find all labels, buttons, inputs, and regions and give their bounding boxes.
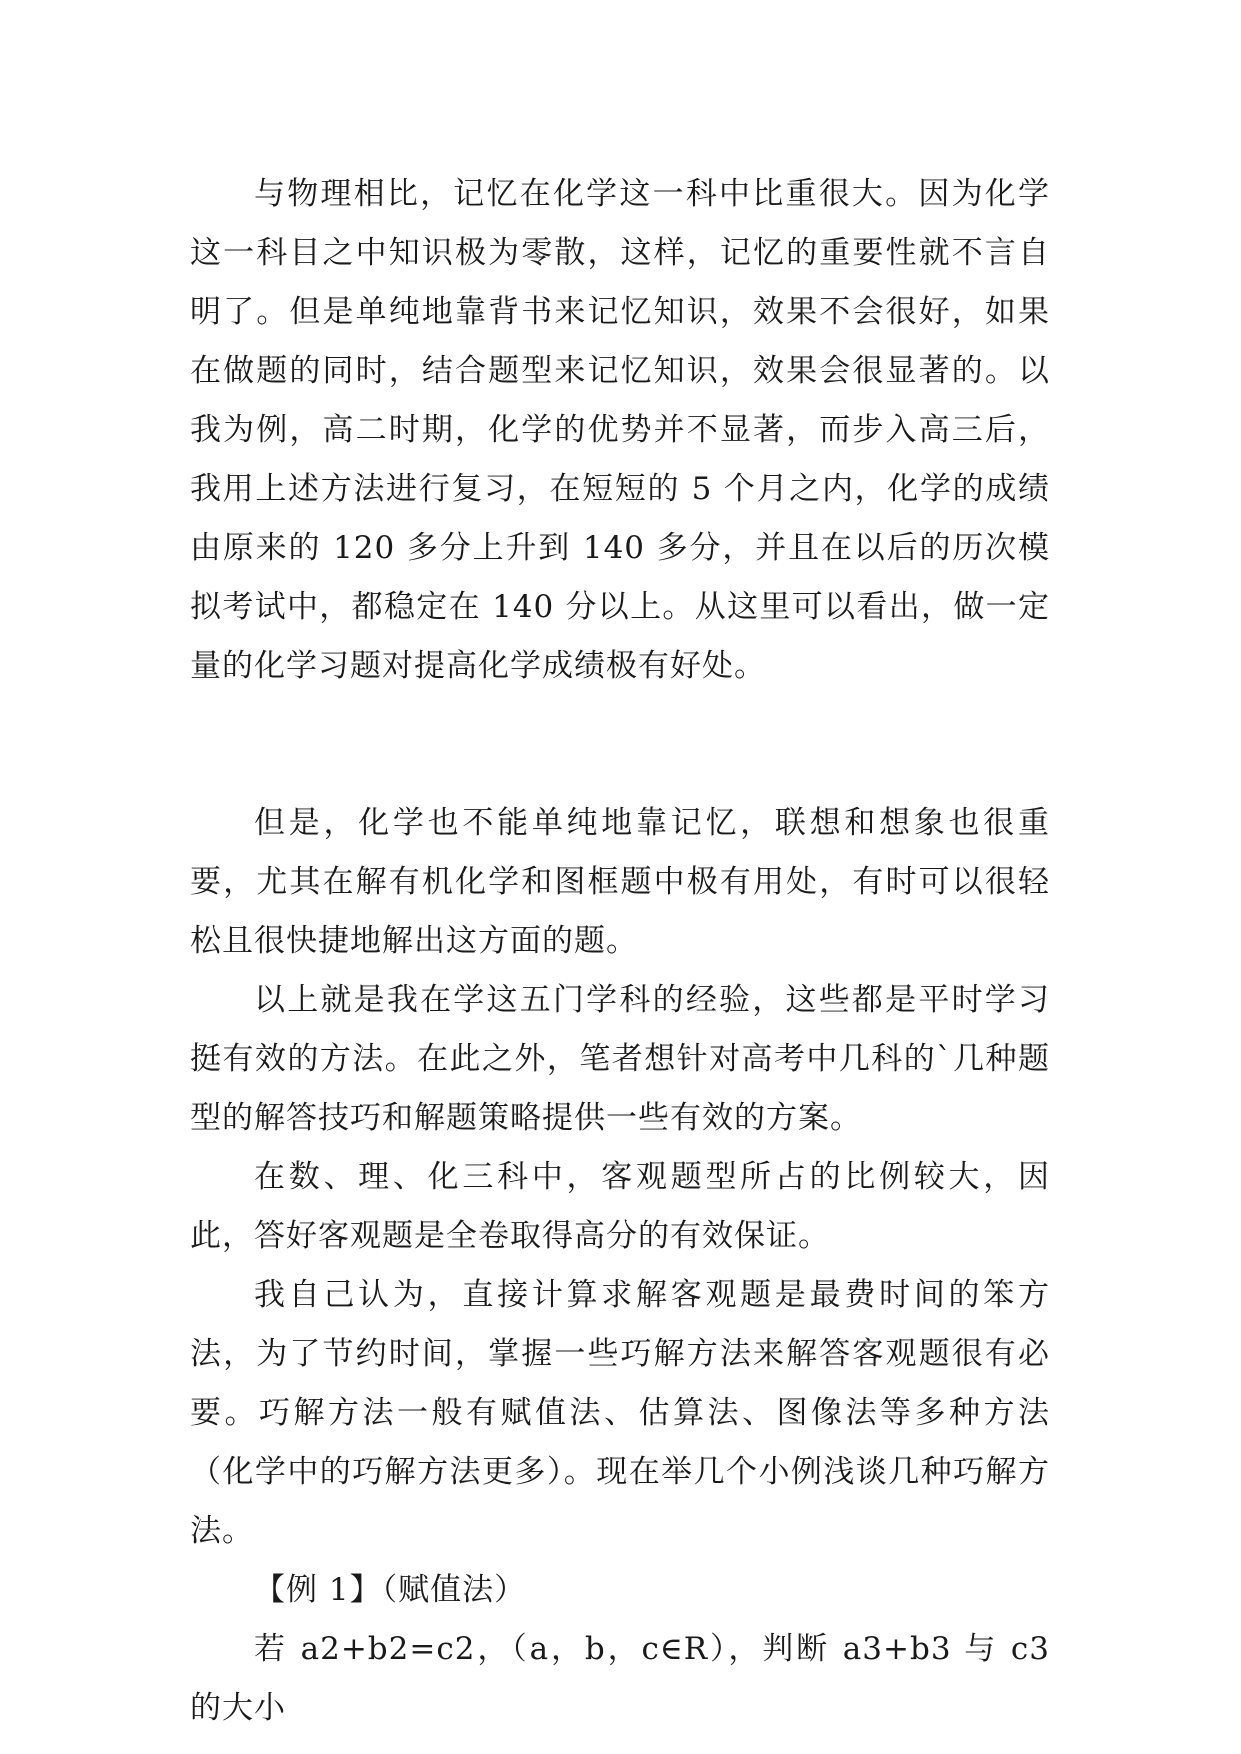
document-page (190, 165, 1050, 1738)
paragraph-chemistry-memory: 与物理相比，记忆在化学这一科中比重很大。因为化学这一科目之中知识极为零散，这样，记忆的重要性就不言自明了。但是单纯地靠背书来记忆知识，效果不会很好，如果在做题的同时，结合题型来记忆知识，效果会很显著的。以我为例，高二时期，化学的优势并不显著，而步入高三后，我用上述方法进行复习，在短短的 5 个月之内，化学的成绩由原来的 120 多分上升到 140 多分，并且在以后的历次模拟考试中，都稳定在 140 分以上。从这里可以看出，做一定量的化学习题对提高化学成绩极有好处。 (190, 176, 1050, 684)
example-problem-statement: 若 a2+b2=c2，（a，b，c∈R），判断 a3+b3 与 c3 的大小 (190, 1631, 1050, 1726)
paragraph-quick-solving-methods: 我自己认为，直接计算求解客观题是最费时间的笨方法，为了节约时间，掌握一些巧解方法来解答客观题很有必要。巧解方法一般有赋值法、估算法、图像法等多种方法（化学中的巧解方法更多）。现在举几个小例浅谈几种巧解方法。 (190, 1277, 1050, 1549)
paragraph-five-subjects-experience: 以上就是我在学这五门学科的经验，这些都是平时学习挺有效的方法。在此之外，笔者想针对高考中几科的`几种题型的解答技巧和解题策略提供一些有效的方案。 (190, 982, 1050, 1136)
paragraph-association-imagination: 但是，化学也不能单纯地靠记忆，联想和想象也很重要，尤其在解有机化学和图框题中极有用处，有时可以很轻松且很快捷地解出这方面的题。 (190, 805, 1050, 959)
paragraph-spacer (190, 696, 1050, 794)
example-heading: 【例 1】（赋值法） (254, 1572, 527, 1608)
paragraph-objective-questions-ratio: 在数、理、化三科中，客观题型所占的比例较大，因此，答好客观题是全卷取得高分的有效保证。 (190, 1159, 1050, 1254)
